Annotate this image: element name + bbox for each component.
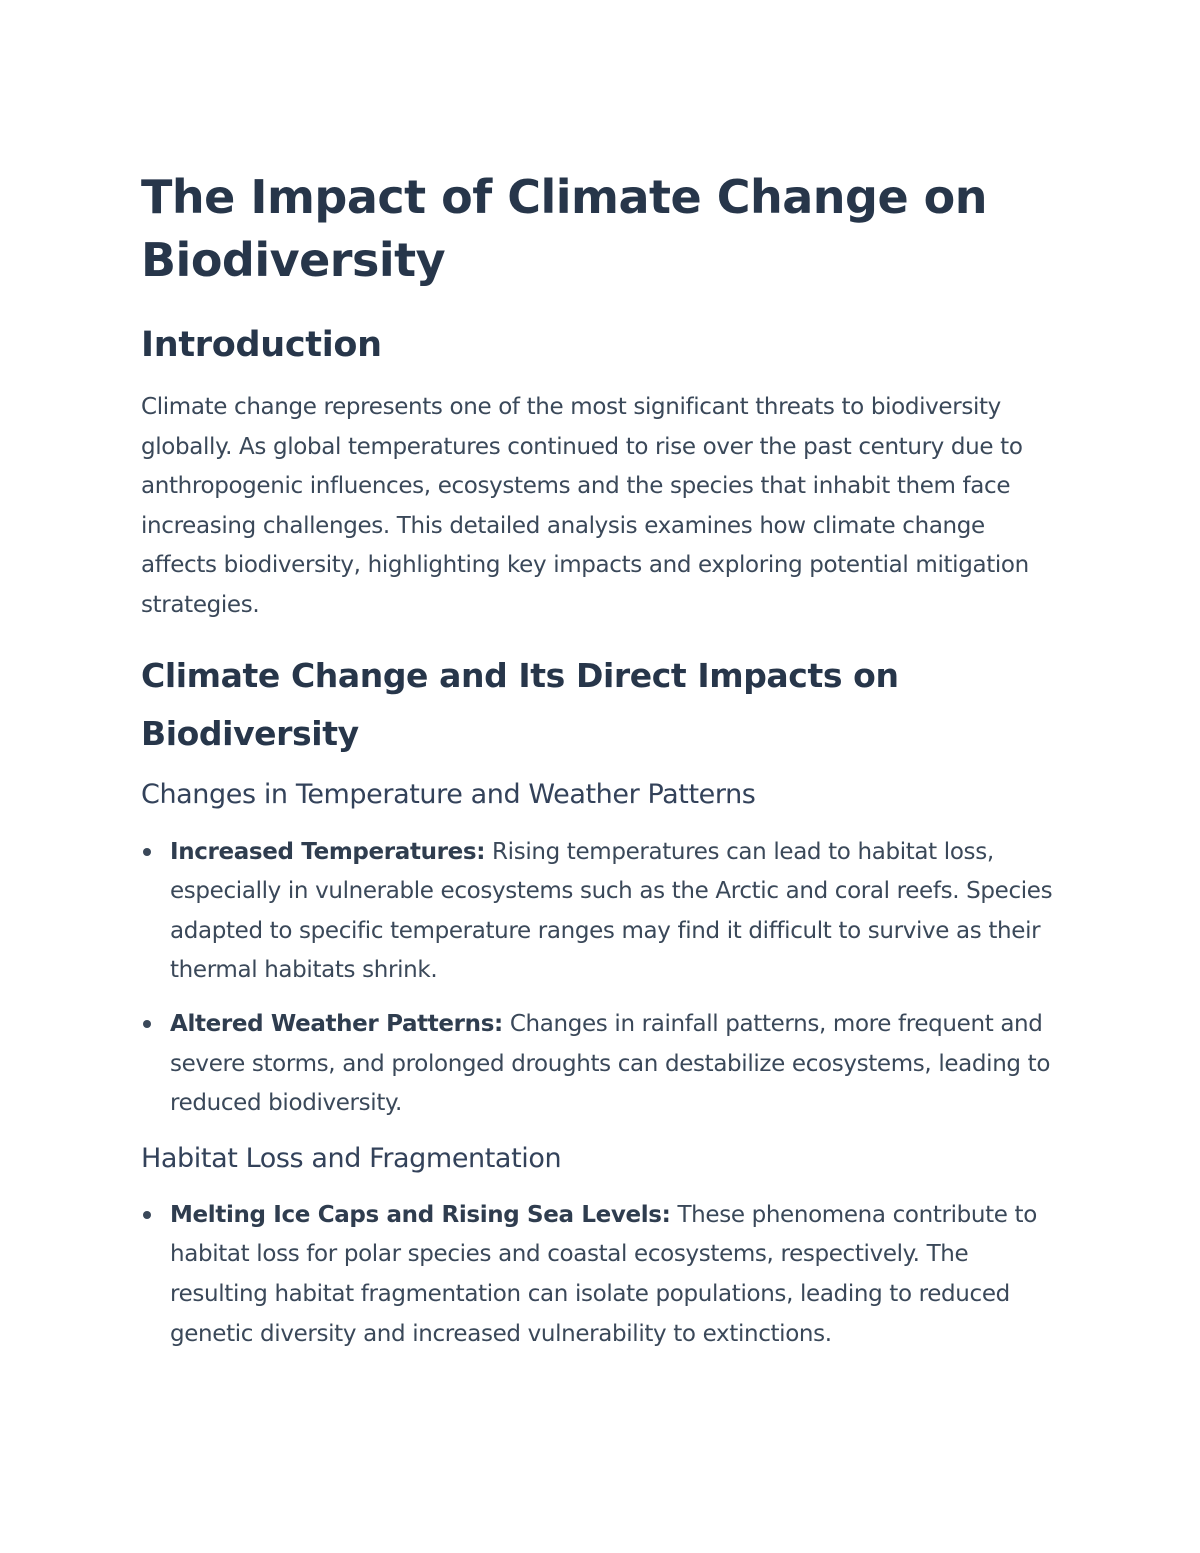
list-item-term: Melting Ice Caps and Rising Sea Levels:: [170, 1201, 671, 1228]
document-title: The Impact of Climate Change on Biodiversity: [141, 170, 988, 287]
bullet-icon: [143, 1020, 151, 1028]
list-item-text: Rising temperatures can lead to habitat loss, especially in vulnerable ecosystems such as the Arctic and coral reefs. Species adapted to specific temperature ranges may find it difficult to survive as their thermal habitats shrink.: [170, 838, 1053, 984]
list-item-term: Altered Weather Patterns:: [170, 1010, 503, 1037]
subsection-heading-habitat: Habitat Loss and Fragmentation: [141, 1142, 562, 1174]
list-item-text: Changes in rainfall patterns, more frequent and severe storms, and prolonged droughts can destabilize ecosystems, leading to reduced biodiversity.: [170, 1010, 1051, 1117]
list-item: [141, 833, 1064, 991]
temperature-impacts-list: [141, 833, 1064, 1124]
bullet-icon: [143, 848, 151, 856]
section-heading: Climate Change and Its Direct Impacts on Biodiversity: [141, 655, 899, 753]
list-item: [141, 1005, 1064, 1124]
subsection-heading-temperature: Changes in Temperature and Weather Patterns: [141, 778, 756, 810]
bullet-icon: [143, 1211, 151, 1219]
list-item-term: Increased Temperatures:: [170, 838, 486, 865]
habitat-impacts-list: [141, 1196, 1064, 1354]
list-item-text: These phenomena contribute to habitat loss for polar species and coastal ecosystems, respectively. The resulting habitat fragmentation can isolate populations, leading to reduced genetic diversity and increased vulnerability to extinctions.: [170, 1201, 1037, 1347]
list-item: [141, 1196, 1064, 1354]
introduction-paragraph: Climate change represents one of the most significant threats to biodiversity globally. As global temperatures continued to rise over the past century due to anthropogenic influences, ecosystems and the species that inhabit them face increasing challenges. This detailed analysis examines how climate change affects biodiversity, highlighting key impacts and exploring potential mitigation strategies.: [141, 394, 1029, 618]
introduction-heading: Introduction: [141, 325, 382, 365]
